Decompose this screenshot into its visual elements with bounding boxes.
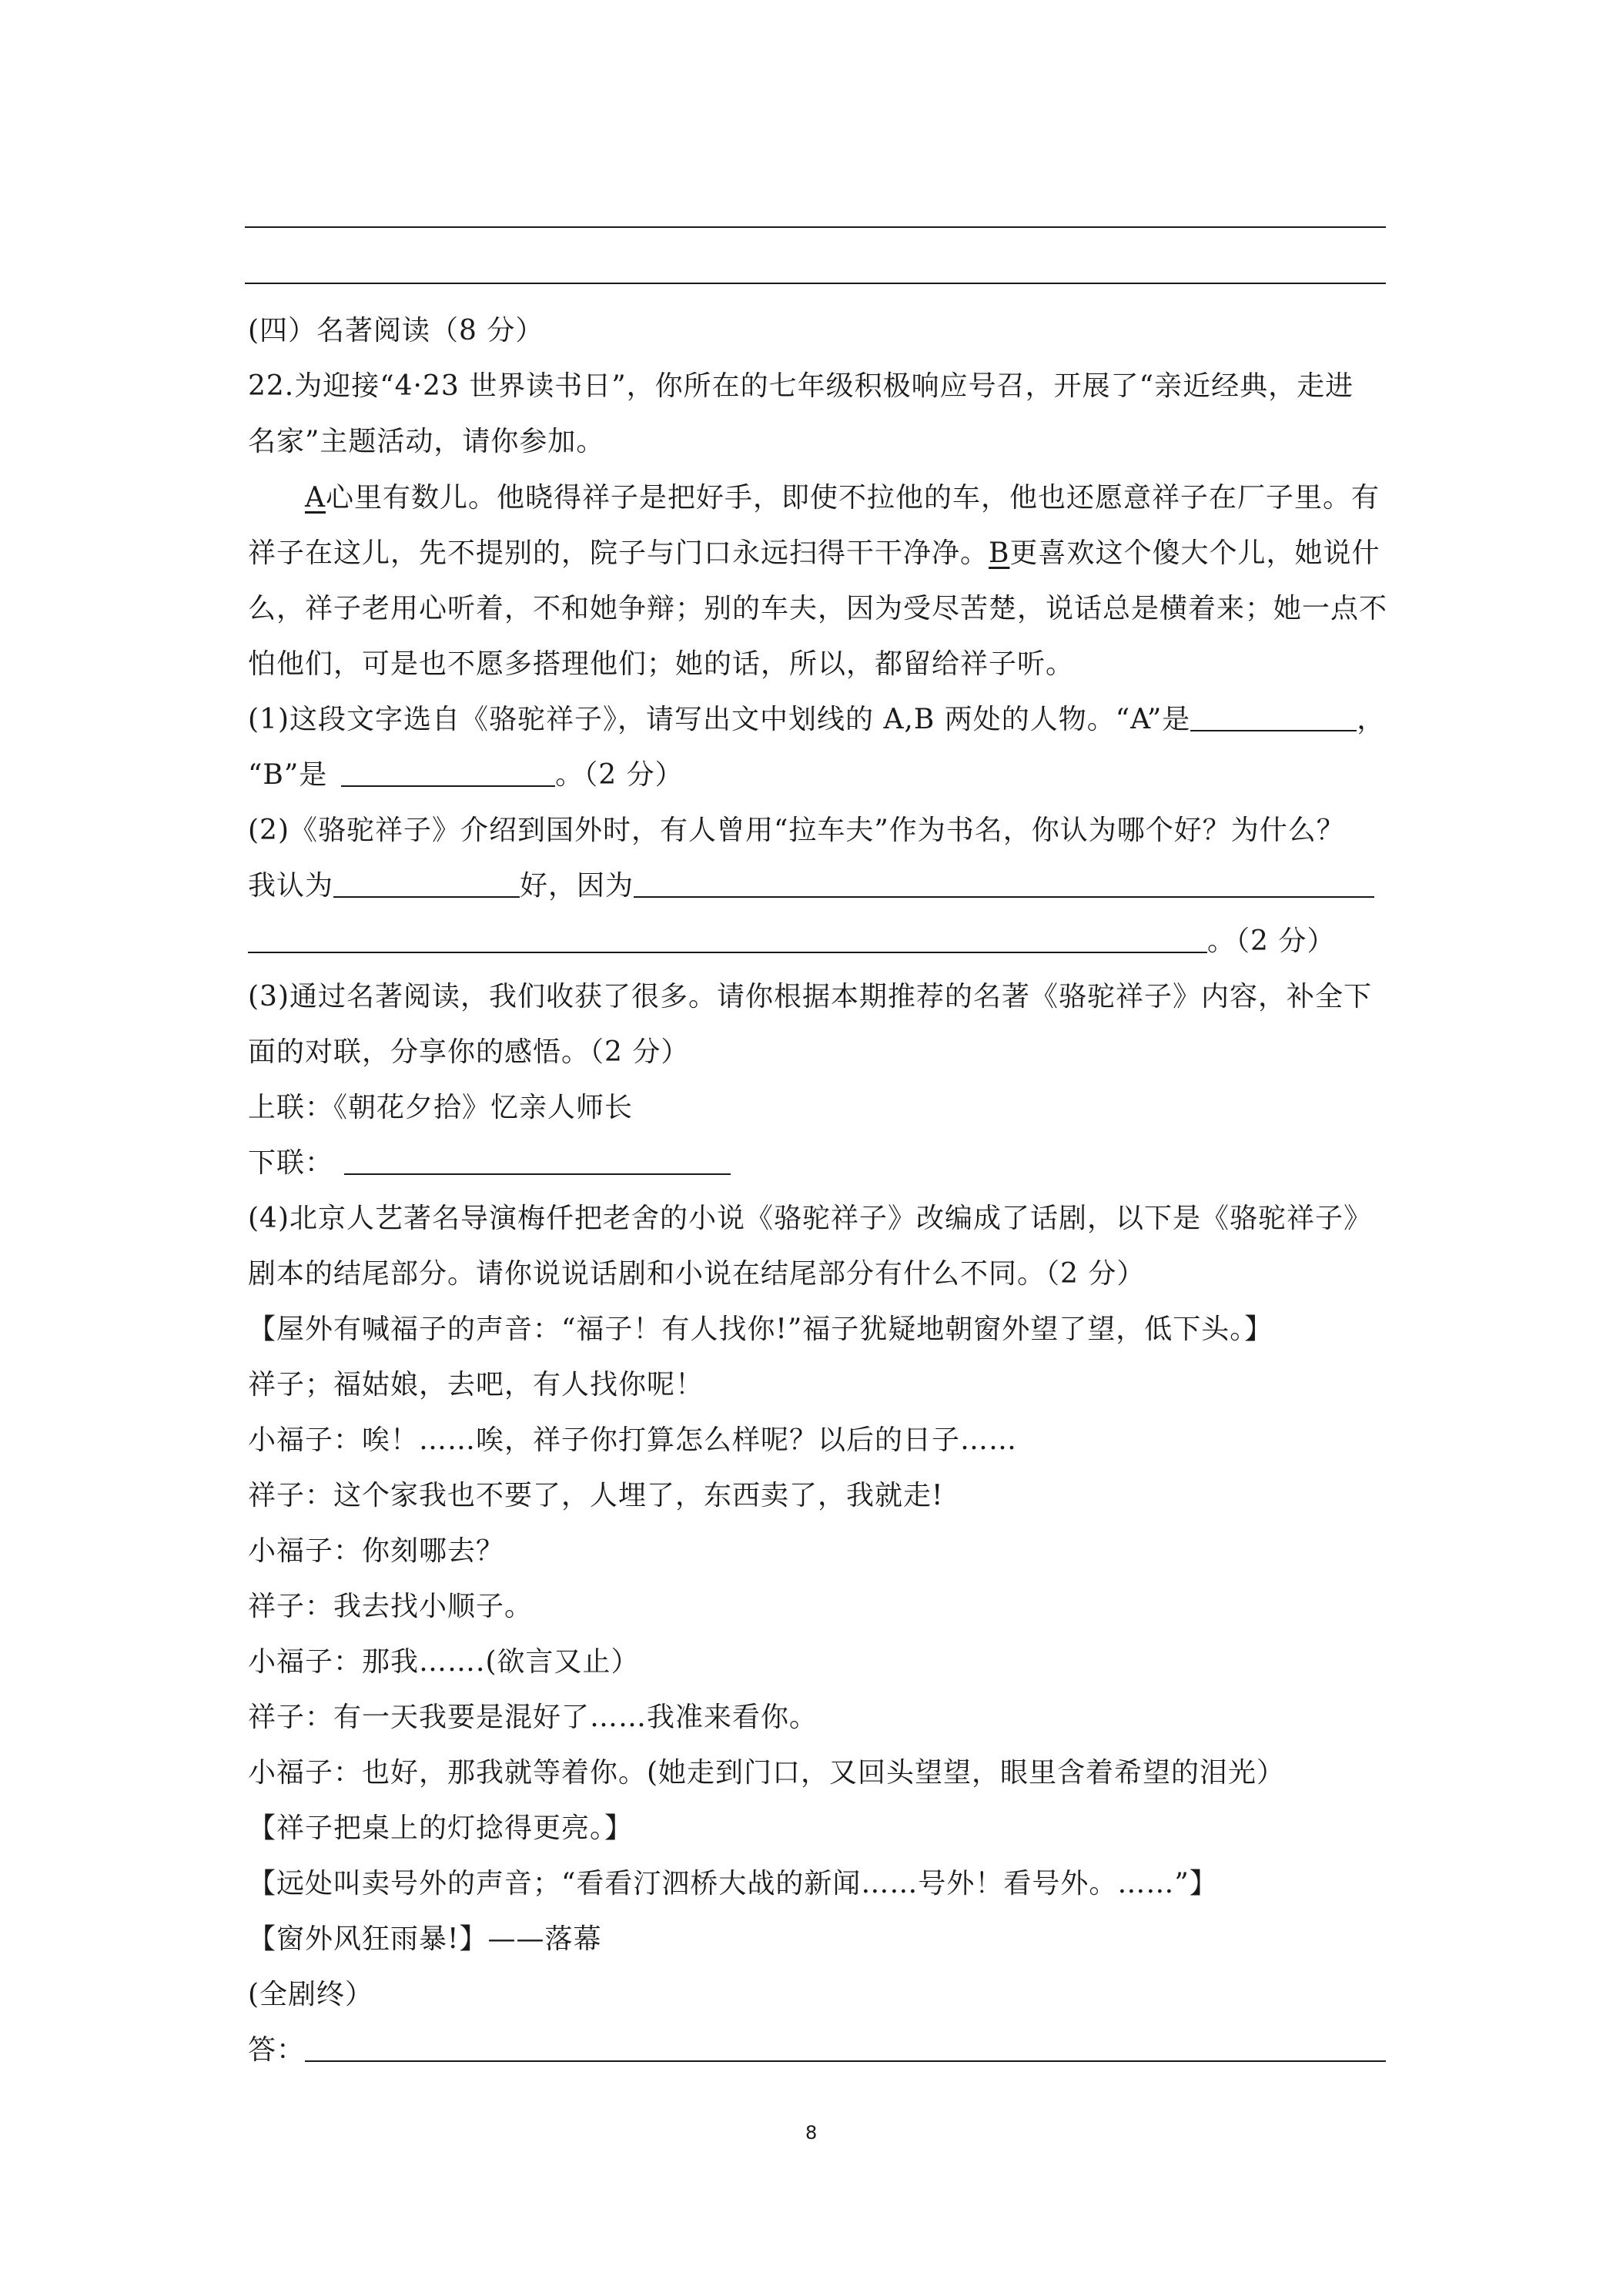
subquestion-3-line: 面的对联，分享你的感悟。（2 分） <box>248 1036 690 1068</box>
subquestion-4-line: 剧本的结尾部分。请你说说话剧和小说在结尾部分有什么不同。（2 分） <box>248 1258 1146 1290</box>
passage-text: 更喜欢这个傻大个儿，她说什 <box>1009 537 1380 569</box>
score-note: 。（2 分） <box>1207 925 1336 957</box>
script-line: 小福子：你刻哪去？ <box>248 1535 505 1567</box>
subquestion-1-line <box>248 757 684 794</box>
script-line: 祥子；福姑娘，去吧，有人找你呢！ <box>248 1369 704 1401</box>
passage-line <box>248 535 1380 572</box>
section-title: (四）名著阅读（8 分） <box>248 315 544 346</box>
answer-blank-a[interactable] <box>1190 704 1357 731</box>
answer-rule <box>245 283 1386 284</box>
lower-couplet-line <box>248 1145 731 1182</box>
script-line: 【屋外有喊福子的声音：“福子！有人找你!”福子犹疑地朝窗外望了望，低下头。】 <box>248 1314 1273 1345</box>
page-number: 8 <box>805 2122 818 2144</box>
answer-blank-b[interactable] <box>341 759 555 787</box>
answer-blank-reason[interactable] <box>634 870 1374 898</box>
passage-line: 怕他们，可是也不愿多搭理他们；她的话，所以，都留给祥子听。 <box>248 648 1075 680</box>
answer-rule <box>245 226 1386 228</box>
subquestion-1-text: “B”是 <box>248 759 328 791</box>
passage-text: 祥子在这儿，先不提别的，院子与门口永远扫得干干净净。 <box>248 537 989 569</box>
subquestion-4-line: (4)北京人艺著名导演梅仟把老舍的小说《骆驼祥子》改编成了话剧，以下是《骆驼祥子》 <box>248 1203 1372 1234</box>
script-line: 小福子：唉！……唉，祥子你打算怎么样呢？以后的日子…… <box>248 1424 1018 1456</box>
script-line: 【远处叫卖号外的声音；“看看汀泗桥大战的新闻……号外！看号外。……”】 <box>248 1868 1218 1899</box>
script-line: 祥子：有一天我要是混好了……我准来看你。 <box>248 1702 818 1733</box>
script-line: (全剧终） <box>248 1979 374 2010</box>
subquestion-2-line: (2)《骆驼祥子》介绍到国外时，有人曾用“拉车夫”作为书名，你认为哪个好？为什么？ <box>248 815 1345 846</box>
script-line: 小福子：也好，那我就等着你。(她走到门口，又回头望望，眼里含着希望的泪光） <box>248 1757 1286 1789</box>
underlined-label-a: A <box>305 482 326 514</box>
passage-text: 心里有数儿。他晓得祥子是把好手，即使不拉他的车，他也还愿意祥子在厂子里。有 <box>326 482 1380 514</box>
script-line: 【窗外风狂雨暴!】——落幕 <box>248 1923 602 1955</box>
subquestion-2-text: 我认为 <box>248 870 334 902</box>
upper-couplet: 上联：《朝花夕拾》忆亲人师长 <box>248 1092 634 1123</box>
question-22-line: 22.为迎接“4·23 世界读书日”，你所在的七年级积极响应号召，开展了“亲近经典，走进 <box>248 370 1354 402</box>
answer-blank-reason-cont[interactable] <box>248 925 1207 953</box>
answer-blank-couplet[interactable] <box>344 1147 731 1175</box>
subquestion-2-line <box>248 923 1335 960</box>
lower-couplet-label: 下联： <box>248 1147 334 1179</box>
question-22-line: 名家”主题活动，请你参加。 <box>248 426 605 457</box>
script-line: 祥子：我去找小顺子。 <box>248 1591 534 1622</box>
answer-line <box>248 2032 1386 2069</box>
underlined-label-b: B <box>989 537 1010 569</box>
answer-blank-final[interactable] <box>305 2034 1386 2062</box>
subquestion-2-line <box>248 868 1374 905</box>
answer-blank-choice[interactable] <box>333 870 520 898</box>
passage-line: 么，祥子老用心听着，不和她争辩；别的车夫，因为受尽苦楚，说话总是横着来；她一点不 <box>248 593 1388 624</box>
subquestion-2-text: 好，因为 <box>520 870 634 902</box>
passage-line <box>305 480 1380 517</box>
script-line: 小福子：那我…….(欲言又止） <box>248 1646 640 1678</box>
script-line: 【祥子把桌上的灯捻得更亮。】 <box>248 1812 634 1844</box>
score-note: 。（2 分） <box>555 759 684 791</box>
subquestion-1-line <box>248 701 1385 738</box>
script-line: 祥子：这个家我也不要了，人埋了，东西卖了，我就走! <box>248 1480 944 1511</box>
answer-label: 答： <box>248 2034 306 2066</box>
punctuation: ， <box>1357 704 1386 735</box>
subquestion-3-line: (3)通过名著阅读，我们收获了很多。请你根据本期推荐的名著《骆驼祥子》内容，补全下 <box>248 981 1372 1012</box>
subquestion-1-text: (1)这段文字选自《骆驼祥子》，请写出文中划线的 A,B 两处的人物。“A”是 <box>248 704 1191 735</box>
